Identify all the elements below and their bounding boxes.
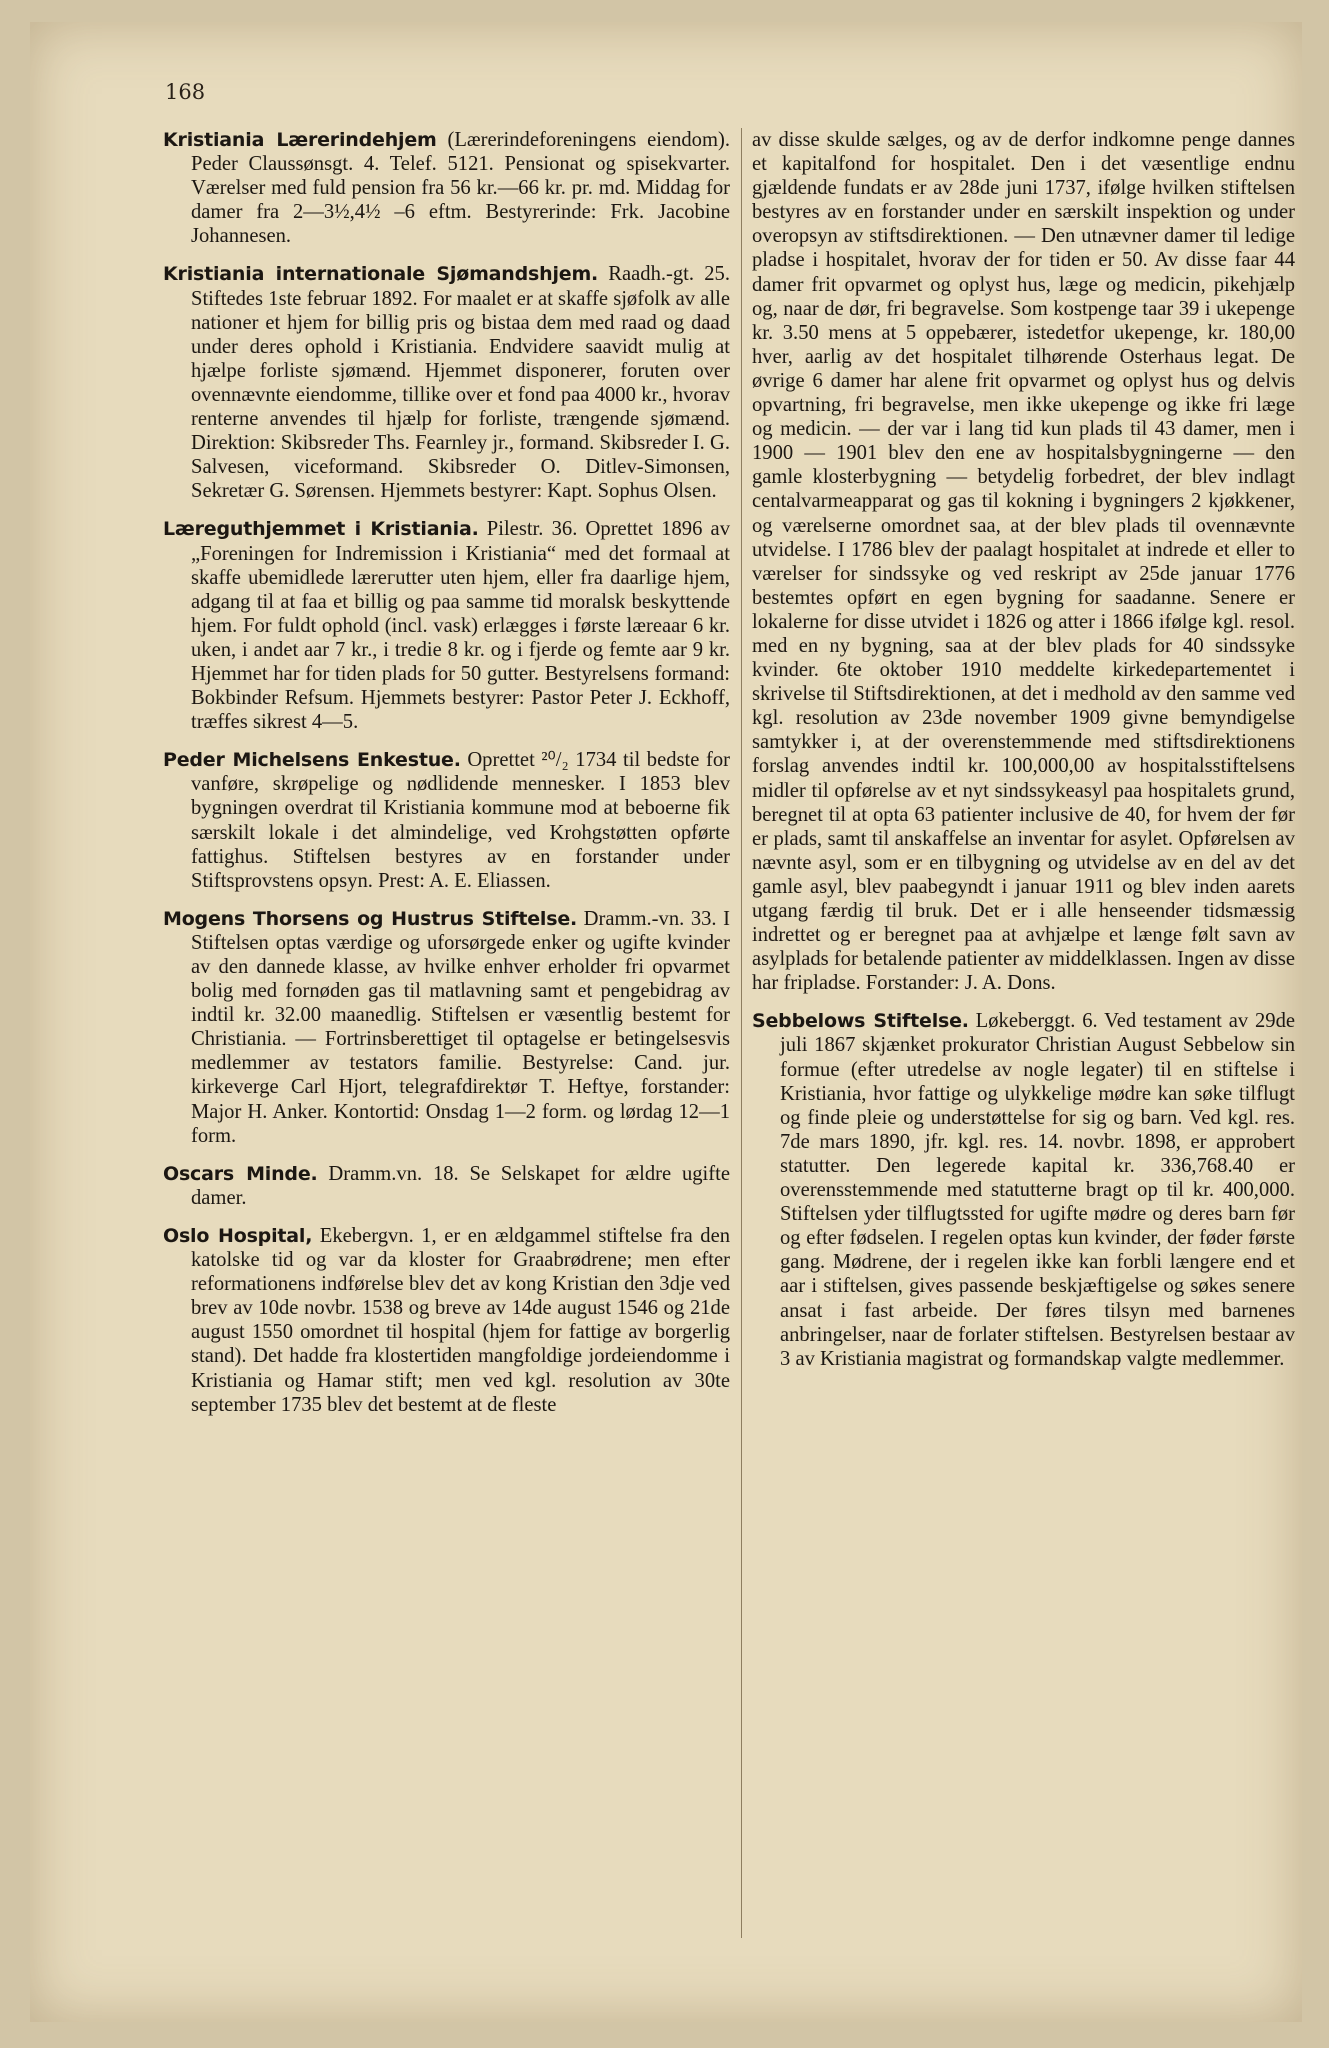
entry-heading: Peder Michelsens Enkestue. bbox=[163, 749, 461, 772]
entry-heading: Sebbelows Stiftelse. bbox=[752, 1010, 969, 1033]
page-number: 168 bbox=[165, 80, 206, 104]
entry bbox=[163, 1162, 730, 1210]
entry-text: Dramm.-vn. 33. I Stiftelsen optas værdige og uforsørgede enker og ugifte kvinder av den dannede klasse, av hvilke enhver erholder fri opvarmet bolig med fornøden gas til matlavning samt et pengebidrag av indtil kr. 32.00 maanedlig. Stiftelsen er væsentlig bestemt for Christiania. — Fortrinsberettiget til optagelse er betingelsesvis medlemmer av testators familie. Bestyrelse: Cand. jur. kirkeverge Carl Hjort, telegrafdirektør T. Heftye, forstander: Major H. Anker. Kontortid: Onsdag 1—2 form. og lørdag 12—1 form. bbox=[191, 907, 730, 1147]
left-column bbox=[163, 128, 730, 1431]
entry bbox=[163, 907, 730, 1148]
entry-text: Pilestr. 36. Oprettet 1896 av „Foreningen for Indremission i Kristiania“ med det formaal at skaffe ubemidlede lærегutter uten hjem, eller fra daarlige hjem, adgang til at faa et billig og paa samme tid moralsk beskyttende hjem. For fuldt ophold (incl. vask) erlægges i første læreaar 6 kr. uken, i andet aar 7 kr., i tredie 8 kr. og i fjerde og femte aar 9 kr. Hjemmet har for tiden plads for 50 gutter. Bestyrelsens formand: Bokbinder Refsum. Hjemmets bestyrer: Pastor Peter J. Eckhoff, træffes sikrest 4—5. bbox=[191, 518, 730, 734]
entry-heading: Oscars Minde. bbox=[163, 1162, 318, 1185]
entry-heading: Mogens Thorsens og Hustrus Stiftelse. bbox=[163, 907, 578, 930]
entry-text: av disse skulde sælges, og av de derfor indkomne penge dannes et kapitalfond for hospitalet. Den i det væsentlige endnu gjældende fundats er av 28de juni 1737, ifølge hvilken stiftelsen bestyres av en forstander under en særskilt inspektion og under overopsyn av stiftsdirektionen. — Den utnævner damer til ledige pladse i hospitalet, hvorav der for tiden er 50. Av disse faar 44 damer frit opvarmet og oplyst hus, læge og medicin, pikehjælp og, naar de dør, fri begravelse. Som kostpenge taar 39 i ukepenge kr. 3.50 mens at 5 oppebærer, istedetfor ukepenge, kr. 180,00 hver, aarlig av det hospitalet tilhørende Osterhaus legat. De øvrige 6 damer har alene frit opvarmet og oplyst hus og delvis opvartning, fri begravelse, men ikke ukepenge og ikke fri læge og medicin. — der var i lang tid kun plads til 43 damer, men i 1900 — 1901 blev den ene av hospitalsbygningerne — den gamle klosterbygning — betydelig forbedret, der blev indlagt centalvarmeapparat og gas til kokning i bygningers 2 kjøkkener, og værelserne omordnet saa, at der blev plads til ovennævnte utvidelse. I 1786 blev der paalagt hospitalet at indrede et eller to værelser for sindssyke og ved reskript av 25de januar 1776 bestemtes opført en egen bygning for saadanne. Senere er lokalerne for disse utvidet i 1826 og atter i 1866 ifølge kgl. resol. med en ny bygning, saa at der blev plads for 40 sindssyke kvinder. 6te oktober 1910 meddelte kirkedepartementet i skrivelse til Stiftsdirektionen, at det i medhold av den samme ved kgl. resolution av 23de november 1909 givne bemyndigelse samtykker i, at der overenstemmende med stiftsdirektionens forslag anvendes indtil kr. 100,000,00 av hospitalsstiftelsens midler til opførelse av et nyt sindssykeasyl paa hospitalets grund, beregnet til at opta 63 patienter inclusive de 40, for hvem der før er plads, samt til anskaffelse an inventar for asylet. Opførelsen av nævnte asyl, som er en tilbygning og utvidelse av en del av det gamle asyl, blev paabegyndt i januar 1911 og blev inden aarets utgang færdig til bruk. Det er i alle henseender tidsmæssig indrettet og er beregnet paa at avhjælpe et længe følt savn av asylplads for betalende patienter av middelklassen. Ingen av disse har fripladse. Forstander: J. A. Dons. bbox=[752, 129, 1295, 995]
entry-text: Oprettet ²⁰/₂ 1734 til bedste for vanføre, skrøpelige og nødlidende mennesker. I 1853 blev bygningen overdrat til Kristiania kommune mod at beboerne fik særskilt lokale i det almindelige, ved Krohgstøtten opførte fattighus. Stiftelsen bestyres av en forstander under Stiftsprovstens opsyn. Prest: A. E. Eliassen. bbox=[191, 749, 730, 892]
column-divider bbox=[741, 128, 742, 1938]
entry-heading: Kristiania Lærerindehjem bbox=[163, 129, 437, 151]
entry bbox=[163, 517, 730, 734]
entry-text: Raadh.-gt. 25. Stiftedes 1ste februar 1892. For maalet er at skaffe sjøfolk av alle nationer et hjem for billig pris og bistaa dem med raad og daad under deres ophold i Kristiania. Endvidere saavidt mulig at hjælpe forliste sjømænd. Hjemmet disponerer, foruten over ovennævnte eiendomme, tillike over et fond paa 4000 kr., hvorav renterne anvendes til hjælp for forliste, trængende sjømænd. Direktion: Skibsreder Ths. Fearnley jr., formand. Skibsreder I. G. Salvesen, viceformand. Skibsreder O. Ditlev-Simonsen, Sekretær G. Sørensen. Hjemmets bestyrer: Kapt. Sophus Olsen. bbox=[191, 263, 730, 503]
right-column bbox=[752, 128, 1295, 1385]
entry-heading: Oslo Hospital, bbox=[163, 1224, 313, 1247]
entry-text: Dramm.vn. 18. Se Selskapet for ældre ugifte damer. bbox=[191, 1162, 730, 1209]
entry bbox=[163, 128, 730, 248]
entry-text: Ekebergvn. 1, er en ældgammel stiftelse fra den katolske tid og var da kloster for Graabrødrene; men efter reformationens indførelse blev det av kong Kristian den 3dje ved brev av 10de novbr. 1538 og breve av 14de august 1546 og 21de august 1550 omordnet til hospital (hjem for fattige av borgerlig stand). Det hadde fra klostertiden mangfoldige jordeiendomme i Kristiania og Hamar stift; men ved kgl. resolution av 30te september 1735 blev det bestemt at de fleste bbox=[191, 1224, 731, 1416]
entry-text: (Lærerindeforeningens eiendom). Peder Claussønsgt. 4. Telef. 5121. Pensionat og spisekvarter. Værelser med fuld pension fra 56 kr.—66 kr. pr. md. Middag for damer fra 2—3½,4½ –6 eftm. Bestyrerinde: Frk. Jacobine Johannesen. bbox=[191, 129, 730, 248]
entry-text: Løkeberggt. 6. Ved testament av 29de juli 1867 skjænket prokurator Christian August Sebbelow sin formue (efter utredelse av nogle legater) til en stiftelse i Kristiania, hvor fattige og ulykkelige mødre kan søke tilflugt og finde pleie og understøttelse for sig og barn. Ved kgl. res. 7de mars 1890, jfr. kgl. res. 14. novbr. 1898, er approbert statutter. Den legerede kapital kr. 336,768.40 er overensstemmende med statutterne bragt op til kr. 400,000. Stiftelsen yder tilflugtssted for ugifte mødre og deres barn før og efter fødselen. I regelen optas kun kvinder, der føder første gang. Mødrene, der i regelen ikke kan forbli længere end et aar i stiftelsen, gives passende beskjæftigelse og søkes senere ansat i fast arbeide. Der føres tilsyn med barnenes anbringelser, naar de forlater stiftelsen. Bestyrelsen bestaar av 3 av Kristiania magistrat og formandskap valgte medlemmer. bbox=[780, 1010, 1296, 1370]
entry bbox=[752, 1009, 1295, 1370]
entry bbox=[163, 262, 730, 503]
entry bbox=[163, 1224, 730, 1417]
entry-continued bbox=[752, 128, 1295, 995]
entry-heading: Kristiania internationale Sjømandshjem. bbox=[163, 263, 599, 286]
entry bbox=[163, 748, 730, 893]
entry-heading: Læreguthjemmet i Kristiania. bbox=[163, 518, 479, 541]
